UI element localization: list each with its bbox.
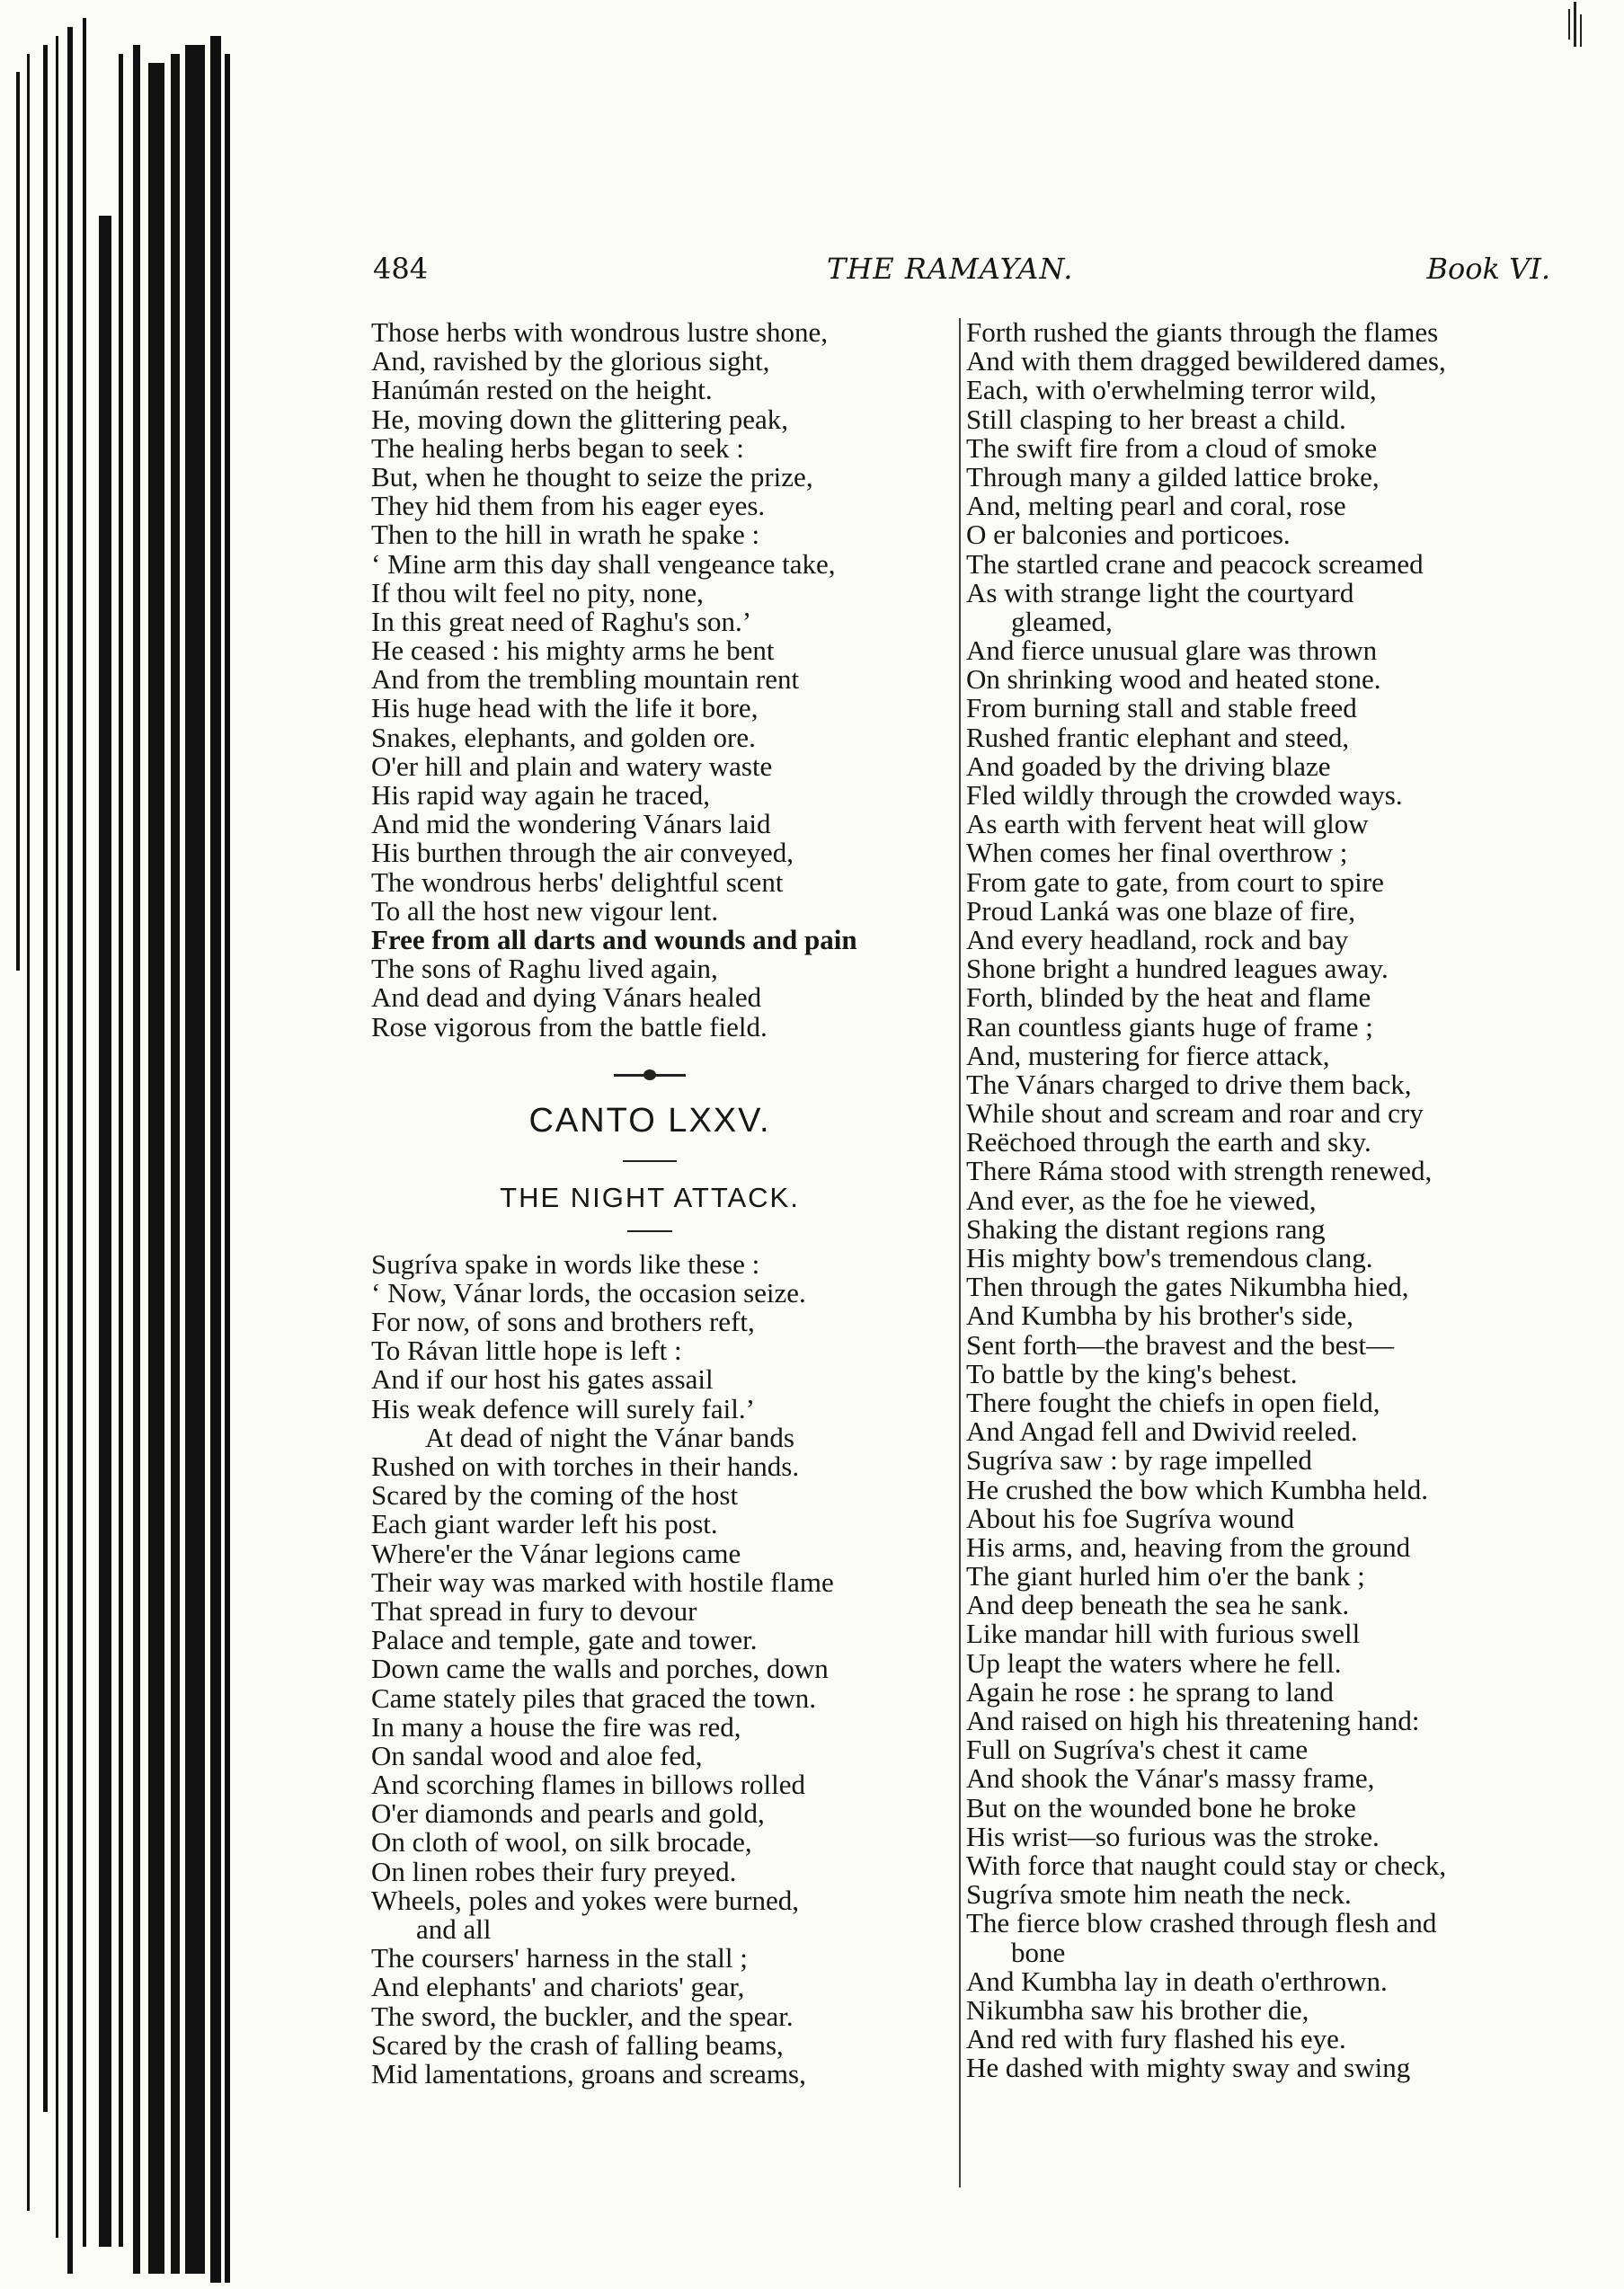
verse-line: Forth, blinded by the heat and flame <box>966 981 1371 1014</box>
verse-line: In this great need of Raghu's son.’ <box>371 605 752 637</box>
canto-heading: CANTO LXXV. <box>528 1101 771 1140</box>
verse-line: Sugríva smote him neath the neck. <box>966 1878 1352 1911</box>
verse-line: And Angad fell and Dwivid reeled. <box>966 1415 1358 1448</box>
scan-corner-mark <box>1561 2 1588 56</box>
verse-line: Sent forth—the bravest and the best— <box>966 1328 1395 1361</box>
verse-line: His rapid way again he traced, <box>371 779 711 811</box>
verse-line: Still clasping to her breast a child. <box>966 403 1346 435</box>
verse-line: As with strange light the courtyard <box>966 576 1354 608</box>
verse-line: The fierce blow crashed through flesh and <box>966 1907 1437 1939</box>
verse-line: Proud Lanká was one blaze of fire, <box>966 894 1355 927</box>
verse-line: And dead and dying Vánars healed <box>371 981 762 1014</box>
verse-line: and all <box>416 1913 492 1945</box>
verse-line: And every headland, rock and bay <box>966 923 1349 955</box>
verse-line: Reëchoed through the earth and sky. <box>966 1126 1371 1158</box>
verse-line: With force that naught could stay or check, <box>966 1849 1447 1881</box>
verse-line: The sons of Raghu lived again, <box>371 953 718 985</box>
verse-line: Their way was marked with hostile flame <box>371 1566 834 1598</box>
verse-line: The startled crane and peacock screamed <box>966 547 1424 580</box>
verse-line: There fought the chiefs in open field, <box>966 1386 1380 1418</box>
verse-line: Then through the gates Nikumbha hied, <box>966 1271 1409 1303</box>
verse-line: Shone bright a hundred leagues away. <box>966 953 1389 985</box>
verse-line: His mighty bow's tremendous clang. <box>966 1242 1373 1273</box>
verse-line: On shrinking wood and heated stone. <box>966 663 1381 696</box>
verse-line: But on the wounded bone he broke <box>966 1791 1356 1823</box>
verse-line: His burthen through the air conveyed, <box>371 837 794 869</box>
verse-line: To all the host new vigour lent. <box>371 894 719 927</box>
verse-line: And from the trembling mountain rent <box>371 663 800 696</box>
verse-line: His huge head with the life it bore, <box>371 692 759 724</box>
verse-line: Like mandar hill with furious swell <box>966 1618 1361 1650</box>
verse-line: O'er diamonds and pearls and gold, <box>371 1797 765 1830</box>
verse-line: From burning stall and stable freed <box>966 692 1357 724</box>
right-column <box>959 318 1541 2187</box>
verse-line: ‘ Mine arm this day shall vengeance take, <box>371 547 836 580</box>
verse-line: And elephants' and chariots' gear, <box>371 1971 745 2003</box>
verse-line: At dead of night the Vánar bands <box>425 1421 794 1453</box>
verse-line: And mid the wondering Vánars laid <box>371 808 771 840</box>
verse-line: And ever, as the foe he viewed, <box>966 1184 1317 1216</box>
verse-line: Rushed frantic elephant and steed, <box>966 721 1350 753</box>
verse-line: Down came the walls and porches, down <box>371 1653 829 1685</box>
verse-line: And scorching flames in billows rolled <box>371 1769 805 1801</box>
verse-line: Sugríva spake in words like these : <box>371 1247 760 1280</box>
verse-block-bottom <box>371 1247 955 2089</box>
left-column <box>371 318 955 2089</box>
verse-line: The swift fire from a cloud of smoke <box>966 431 1378 464</box>
verse-line: gleamed, <box>1011 605 1113 637</box>
book-page <box>355 243 1550 2089</box>
verse-line: Hanúmán rested on the height. <box>371 374 713 406</box>
verse-line: To battle by the king's behest. <box>966 1357 1298 1389</box>
verse-line: His arms, and, heaving from the ground <box>966 1530 1411 1563</box>
verse-line: Each giant warder left his post. <box>371 1508 718 1540</box>
verse-line: Mid lamentations, groans and screams, <box>371 2057 806 2089</box>
verse-line: And red with fury flashed his eye. <box>966 2023 1346 2055</box>
verse-line: Fled wildly through the crowded ways. <box>966 779 1403 811</box>
verse-line: Then to the hill in wrath he spake : <box>371 519 760 551</box>
verse-line: While shout and scream and roar and cry <box>966 1097 1424 1130</box>
verse-line: He crushed the bow which Kumbha held. <box>966 1473 1428 1505</box>
verse-line: And, mustering for fierce attack, <box>966 1039 1330 1071</box>
verse-line: If thou wilt feel no pity, none, <box>371 576 704 608</box>
verse-line: And Kumbha by his brother's side, <box>966 1300 1353 1332</box>
verse-line: The Vánars charged to drive them back, <box>966 1068 1412 1100</box>
verse-line: Scared by the crash of falling beams, <box>371 2028 784 2061</box>
verse-line: And, melting pearl and coral, rose <box>966 490 1346 522</box>
verse-line: In many a house the fire was red, <box>371 1710 741 1743</box>
verse-line: From gate to gate, from court to spire <box>966 865 1384 898</box>
verse-line: His wrist—so furious was the stroke. <box>966 1820 1380 1852</box>
verse-line: On cloth of wool, on silk brocade, <box>371 1826 752 1859</box>
verse-line: And goaded by the driving blaze <box>966 750 1331 782</box>
heading-rule <box>623 1160 677 1162</box>
verse-line: The giant hurled him o'er the bank ; <box>966 1560 1365 1593</box>
verse-line: O'er hill and plain and watery waste <box>371 750 773 782</box>
verse-line: His weak defence will surely fail.’ <box>371 1392 755 1424</box>
page-header <box>355 243 1550 300</box>
verse-line: And, ravished by the glorious sight, <box>371 345 770 377</box>
verse-line: For now, of sons and brothers reft, <box>371 1306 755 1338</box>
verse-line: He dashed with mighty sway and swing <box>966 2052 1411 2084</box>
verse-line: Came stately piles that graced the town. <box>371 1681 816 1714</box>
verse-line: But, when he thought to seize the prize, <box>371 460 813 492</box>
verse-line: O er balconies and porticoes. <box>966 519 1291 551</box>
verse-line: bone <box>1011 1936 1066 1968</box>
verse-line: They hid them from his eager eyes. <box>371 490 766 522</box>
verse-line: He ceased : his mighty arms he bent <box>371 634 775 667</box>
verse-line: To Rávan little hope is left : <box>371 1335 682 1367</box>
verse-line: About his foe Sugríva wound <box>966 1502 1295 1534</box>
verse-line: When comes her final overthrow ; <box>966 837 1348 869</box>
verse-line: ‘ Now, Vánar lords, the occasion seize. <box>371 1276 806 1309</box>
verse-line: There Ráma stood with strength renewed, <box>966 1155 1433 1187</box>
verse-line: The sword, the buckler, and the spear. <box>371 2000 794 2032</box>
verse-line: And shook the Vánar's massy frame, <box>966 1762 1375 1795</box>
verse-line: Scared by the coming of the host <box>371 1479 739 1512</box>
verse-line: The wondrous herbs' delightful scent <box>371 865 784 898</box>
ornament-divider <box>614 1058 686 1094</box>
verse-line: And with them dragged bewildered dames, <box>966 345 1446 377</box>
verse-line: Each, with o'erwhelming terror wild, <box>966 374 1377 406</box>
verse-line: And fierce unusual glare was thrown <box>966 634 1378 667</box>
verse-line: And Kumbha lay in death o'erthrown. <box>966 1965 1388 1997</box>
verse-line: Up leapt the waters where he fell. <box>966 1646 1342 1679</box>
verse-line: As earth with fervent heat will glow <box>966 808 1369 840</box>
verse-line: Shaking the distant regions rang <box>966 1212 1326 1245</box>
verse-line: The healing herbs began to seek : <box>371 431 744 464</box>
verse-line: And deep beneath the sea he sank. <box>966 1589 1350 1621</box>
book-label: Book VI. <box>1426 252 1550 286</box>
verse-line: And if our host his gates assail <box>371 1363 714 1396</box>
verse-line: Sugríva saw : by rage impelled <box>966 1444 1312 1477</box>
verse-line: On linen robes their fury preyed. <box>371 1855 737 1887</box>
verse-line: The coursers' harness in the stall ; <box>371 1942 748 1974</box>
verse-line: And raised on high his threatening hand: <box>966 1705 1420 1736</box>
verse-line: Rose vigorous from the battle field. <box>371 1010 768 1042</box>
verse-block-top <box>371 318 955 1042</box>
verse-line: Ran countless giants huge of frame ; <box>966 1010 1373 1042</box>
running-title: THE RAMAYAN. <box>827 252 1074 286</box>
page-number: 484 <box>373 252 429 286</box>
verse-line: Where'er the Vánar legions came <box>371 1537 741 1569</box>
canto-subtitle: THE NIGHT ATTACK. <box>500 1181 800 1213</box>
verse-line: Free from all darts and wounds and pain <box>371 923 857 955</box>
verse-line: Through many a gilded lattice broke, <box>966 460 1380 492</box>
verse-line: Wheels, poles and yokes were burned, <box>371 1884 800 1916</box>
verse-line: Nikumbha saw his brother die, <box>966 1993 1309 2026</box>
verse-line: Rushed on with torches in their hands. <box>371 1451 800 1482</box>
verse-line: Those herbs with wondrous lustre shone, <box>371 316 828 348</box>
subtitle-rule <box>627 1230 672 1232</box>
verse-line: Again he rose : he sprang to land <box>966 1675 1334 1708</box>
verse-line: He, moving down the glittering peak, <box>371 403 789 435</box>
verse-line: On sandal wood and aloe fed, <box>371 1739 703 1771</box>
verse-line: Palace and temple, gate and tower. <box>371 1624 758 1656</box>
verse-line: That spread in fury to devour <box>371 1594 697 1627</box>
canto-heading-block <box>371 1058 928 1232</box>
verse-line: Forth rushed the giants through the flames <box>966 316 1439 348</box>
page-edge-shadow <box>0 0 243 2289</box>
verse-line: Full on Sugríva's chest it came <box>966 1734 1309 1766</box>
verse-line: Snakes, elephants, and golden ore. <box>371 721 756 753</box>
